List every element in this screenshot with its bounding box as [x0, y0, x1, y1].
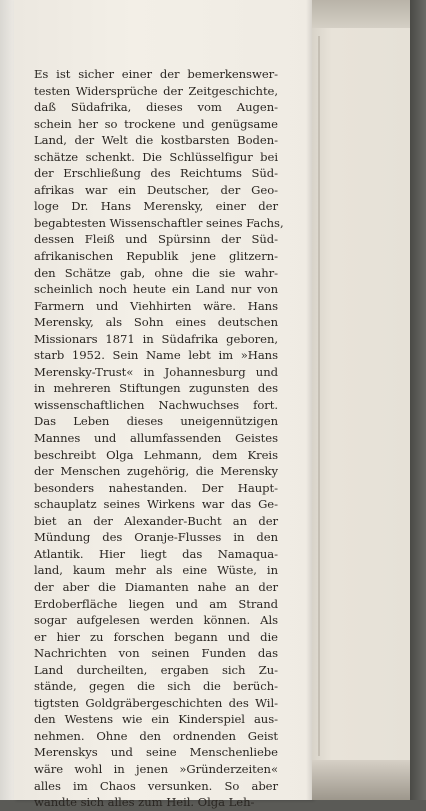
- blurb-line: Farmern und Viehhirten wäre. Hans: [34, 298, 278, 313]
- board-bottom-band: [312, 760, 410, 800]
- blurb-line: den Westens wie ein Kinderspiel aus-: [34, 712, 278, 727]
- blurb-line: Atlantik. Hier liegt das Namaqua-: [34, 546, 278, 561]
- blurb-line: nehmen. Ohne den ordnenden Geist: [34, 728, 278, 743]
- blurb-line: land, kaum mehr als eine Wüste, in: [34, 563, 278, 578]
- blurb-line: daß Südafrika, dieses vom Augen-: [34, 100, 278, 115]
- blurb-line: tigtsten Goldgräbergeschichten des Wil-: [34, 695, 278, 710]
- scan-right-edge: [410, 0, 426, 800]
- blurb-line: sogar aufgelesen werden können. Als: [34, 613, 278, 628]
- blurb-line: dessen Fleiß und Spürsinn der Süd-: [34, 232, 278, 247]
- blurb-line: er hier zu forschen begann und die: [34, 629, 278, 644]
- blurb-line: loge Dr. Hans Merensky, einer der: [34, 199, 278, 214]
- blurb-line: afrikas war ein Deutscher, der Geo-: [34, 182, 278, 197]
- blurb-line: testen Widersprüche der Zeitgeschichte,: [34, 83, 278, 98]
- blurb-line: Land, der Welt die kostbarsten Boden-: [34, 133, 278, 148]
- blurb-line: Merensky, als Sohn eines deutschen: [34, 315, 278, 330]
- blurb-line: den Schätze gab, ohne die sie wahr-: [34, 265, 278, 280]
- blurb-line: Erdoberfläche liegen und am Strand: [34, 596, 278, 611]
- blurb-line: schauplatz seines Wirkens war das Ge-: [34, 497, 278, 512]
- blurb-line: beschreibt Olga Lehmann, dem Kreis: [34, 447, 278, 462]
- blurb-line: Mannes und allumfassenden Geistes: [34, 431, 278, 446]
- scan-left-edge: [0, 0, 14, 800]
- flap-blurb-text: [34, 66, 284, 811]
- blurb-line: starb 1952. Sein Name lebt im »Hans: [34, 348, 278, 363]
- blurb-line: wissenschaftlichen Nachwuchses fort.: [34, 397, 278, 412]
- blurb-line: wandte sich alles zum Heil. Olga Leh-: [34, 795, 255, 810]
- blurb-line: der Erschließung des Reichtums Süd-: [34, 166, 278, 181]
- blurb-line: schätze schenkt. Die Schlüsselfigur bei: [34, 149, 278, 164]
- blurb-line: in mehreren Stiftungen zugunsten des: [34, 381, 278, 396]
- blurb-line: alles im Chaos versunken. So aber: [34, 778, 278, 793]
- blurb-line: Missionars 1871 in Südafrika geboren,: [34, 331, 278, 346]
- blurb-line: afrikanischen Republik jene glitzern-: [34, 249, 278, 264]
- board-edge-line: [318, 36, 320, 756]
- blurb-line: der Menschen zugehörig, die Merensky: [34, 464, 278, 479]
- blurb-line: scheinlich noch heute ein Land nur von: [34, 282, 278, 297]
- blurb-line: biet an der Alexander-Bucht an der: [34, 513, 278, 528]
- blurb-line: wäre wohl in jenen »Gründerzeiten«: [34, 761, 278, 776]
- blurb-line: besonders nahestanden. Der Haupt-: [34, 480, 278, 495]
- blurb-line: Es ist sicher einer der bemerkenswer-: [34, 67, 278, 81]
- blurb-line: der aber die Diamanten nahe an der: [34, 579, 278, 594]
- blurb-line: Das Leben dieses uneigennützigen: [34, 414, 278, 429]
- blurb-line: stände, gegen die sich die berüch-: [34, 679, 278, 694]
- blurb-line: Nachrichten von seinen Funden das: [34, 646, 278, 661]
- book-cover-board: [312, 0, 410, 800]
- board-top-band: [312, 0, 410, 28]
- blurb-line: Mündung des Oranje-Flusses in den: [34, 530, 278, 545]
- blurb-line: Land durcheilten, ergaben sich Zu-: [34, 662, 278, 677]
- blurb-line: begabtesten Wissenschaftler seines Fachs,: [34, 215, 284, 230]
- blurb-line: Merensky-Trust« in Johannesburg und: [34, 364, 278, 379]
- blurb-line: Merenskys und seine Menschenliebe: [34, 745, 278, 760]
- blurb-line: schein her so trockene und genügsame: [34, 116, 278, 131]
